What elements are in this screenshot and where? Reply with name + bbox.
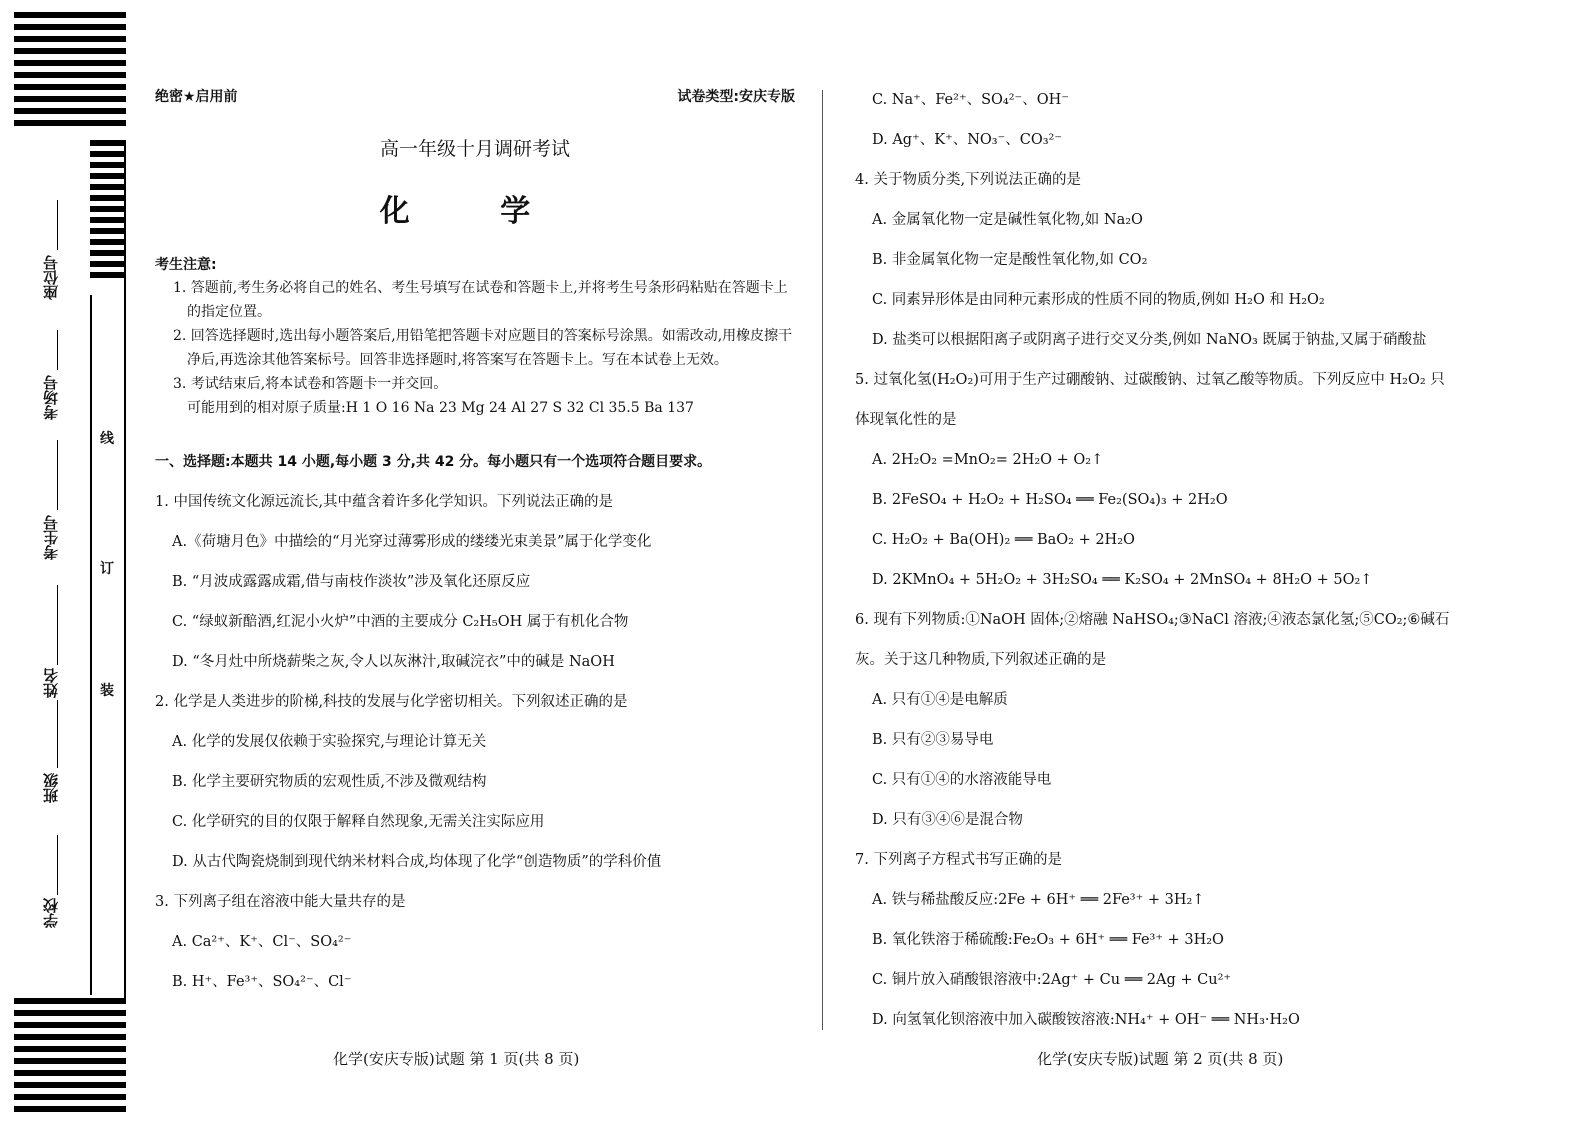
room-number-label: 考场号: [42, 375, 60, 420]
option: D. 向氢氧化钡溶液中加入碳酸铵溶液:NH₄⁺ + OH⁻ ══ NH₃·H₂O: [872, 1012, 1300, 1028]
option: C. H₂O₂ + Ba(OH)₂ ══ BaO₂ + 2H₂O: [872, 532, 1135, 548]
option: C. 铜片放入硝酸银溶液中:2Ag⁺ + Cu ══ 2Ag + Cu²⁺: [872, 972, 1232, 988]
option: C. 同素异形体是由同种元素形成的性质不同的物质,例如 H₂O 和 H₂O₂: [872, 292, 1325, 308]
question-stem: 3. 下列离子组在溶液中能大量共存的是: [155, 894, 406, 910]
option: A. Ca²⁺、K⁺、Cl⁻、SO₄²⁻: [172, 934, 352, 950]
option: B. 氧化铁溶于稀硫酸:Fe₂O₃ + 6H⁺ ══ Fe³⁺ + 3H₂O: [872, 932, 1224, 948]
class-line: [57, 700, 58, 768]
option: C. Na⁺、Fe²⁺、SO₄²⁻、OH⁻: [872, 92, 1069, 108]
name-label: 姓名: [42, 668, 60, 698]
option: A. 2H₂O₂ =MnO₂= 2H₂O + O₂↑: [872, 452, 1104, 468]
binding-mark-staple: 订: [100, 561, 114, 577]
option: B. 2FeSO₄ + H₂O₂ + H₂SO₄ ══ Fe₂(SO₄)₃ + 2H₂O: [872, 492, 1228, 508]
option: A. 铁与稀盐酸反应:2Fe + 6H⁺ ══ 2Fe³⁺ + 3H₂↑: [872, 892, 1205, 908]
section-heading: 一、选择题:本题共 14 小题,每小题 3 分,共 42 分。每小题只有一个选项符合题目要求。: [155, 454, 712, 470]
name-line: [57, 585, 58, 665]
option: D. 只有③④⑥是混合物: [872, 812, 1023, 828]
option: B. “月波成露露成霜,借与南枝作淡妆”涉及氧化还原反应: [172, 574, 531, 590]
barcode-top: [14, 12, 126, 132]
exam-title: 高一年级十月调研考试: [379, 138, 570, 160]
student-number-label: 考生号: [42, 515, 60, 560]
question-stem-continued: 灰。关于这几种物质,下列叙述正确的是: [855, 652, 1107, 668]
question-stem: 6. 现有下列物质:①NaOH 固体;②熔融 NaHSO₄;③NaCl 溶液;④液态氯化氢;⑤CO₂;⑥碱石: [855, 612, 1450, 628]
option: D. 盐类可以根据阳离子或阴离子进行交叉分类,例如 NaNO₃ 既属于钠盐,又属于硝酸盐: [872, 332, 1427, 348]
notice-item: 1. 答题前,考生务必将自己的姓名、考生号填写在试卷和答题卡上,并将考生号条形码粘贴在答题卡上的指定位置。: [173, 280, 788, 320]
page-footer-right: 化学(安庆专版)试题 第 2 页(共 8 页): [1037, 1050, 1284, 1068]
question-stem: 5. 过氧化氢(H₂O₂)可用于生产过硼酸钠、过碳酸钠、过氧乙酸等物质。下列反应中 H₂O₂ 只: [855, 372, 1445, 388]
option: A. 金属氧化物一定是碱性氧化物,如 Na₂O: [872, 212, 1143, 228]
option: D. “冬月灶中所烧薪柴之灰,令人以灰淋汁,取碱浣衣”中的碱是 NaOH: [172, 654, 615, 670]
atomic-masses: 可能用到的相对原子质量:H 1 O 16 Na 23 Mg 24 Al 27 S 32 Cl 35.5 Ba 137: [187, 400, 694, 416]
option: B. 只有②③易导电: [872, 732, 994, 748]
binding-strip: [0, 0, 130, 1138]
column-divider: [822, 90, 823, 1030]
option: C. 只有①④的水溶液能导电: [872, 772, 1052, 788]
option: C. 化学研究的目的仅限于解释自然现象,无需关注实际应用: [172, 814, 545, 830]
page-footer-left: 化学(安庆专版)试题 第 1 页(共 8 页): [333, 1050, 580, 1068]
option: A. 只有①④是电解质: [872, 692, 1008, 708]
student-number-line: [57, 440, 58, 510]
option: D. Ag⁺、K⁺、NO₃⁻、CO₃²⁻: [872, 132, 1063, 148]
option: B. 化学主要研究物质的宏观性质,不涉及微观结构: [172, 774, 487, 790]
option: B. H⁺、Fe³⁺、SO₄²⁻、Cl⁻: [172, 974, 352, 990]
room-number-line: [57, 330, 58, 370]
notice-item: 2. 回答选择题时,选出每小题答案后,用铅笔把答题卡对应题目的答案标号涂黑。如需改动,用橡皮擦干净后,再选涂其他答案标号。回答非选择题时,将答案写在答题卡上。写在本试卷上无效。: [173, 328, 793, 368]
page-2-column: [855, 80, 1535, 1040]
notice-heading: 考生注意:: [155, 257, 217, 273]
class-label: 班级: [42, 773, 60, 803]
binding-mark-bind: 装: [100, 683, 114, 699]
option: D. 2KMnO₄ + 5H₂O₂ + 3H₂SO₄ ══ K₂SO₄ + 2MnSO₄ + 8H₂O + 5O₂↑: [872, 572, 1373, 588]
notice-item: 3. 考试结束后,将本试卷和答题卡一并交回。: [173, 376, 448, 392]
school-label: 学校: [42, 898, 60, 928]
seat-number-line: [57, 200, 58, 250]
barcode-middle: [90, 140, 126, 283]
option: A.《荷塘月色》中描绘的“月光穿过薄雾形成的缕缕光束美景”属于化学变化: [172, 534, 652, 550]
question-stem: 1. 中国传统文化源远流长,其中蕴含着许多化学知识。下列说法正确的是: [155, 494, 614, 510]
option: D. 从古代陶瓷烧制到现代纳米材料合成,均体现了化学“创造物质”的学科价值: [172, 854, 662, 870]
question-stem: 7. 下列离子方程式书写正确的是: [855, 852, 1062, 868]
option: A. 化学的发展仅依赖于实验探究,与理论计算无关: [172, 734, 487, 750]
question-stem-continued: 体现氧化性的是: [855, 412, 957, 428]
page-header: [155, 80, 795, 114]
option: C. “绿蚁新醅酒,红泥小火炉”中酒的主要成分 C₂H₅OH 属于有机化合物: [172, 614, 629, 630]
school-line: [57, 835, 58, 895]
binding-line: [90, 295, 92, 995]
binding-mark-line: 线: [100, 431, 114, 447]
seat-number-label: 座位号: [42, 255, 60, 300]
binding-edge: [124, 140, 126, 1000]
page-1-column: [155, 80, 795, 1002]
option: B. 非金属氧化物一定是酸性氧化物,如 CO₂: [872, 252, 1148, 268]
question-stem: 2. 化学是人类进步的阶梯,科技的发展与化学密切相关。下列叙述正确的是: [155, 694, 628, 710]
confidential-label: 绝密★启用前: [155, 89, 238, 105]
barcode-bottom: [14, 998, 126, 1118]
subject-title: 化 学: [379, 194, 571, 229]
exam-type-label: 试卷类型:安庆专版: [677, 89, 795, 105]
question-stem: 4. 关于物质分类,下列说法正确的是: [855, 172, 1082, 188]
